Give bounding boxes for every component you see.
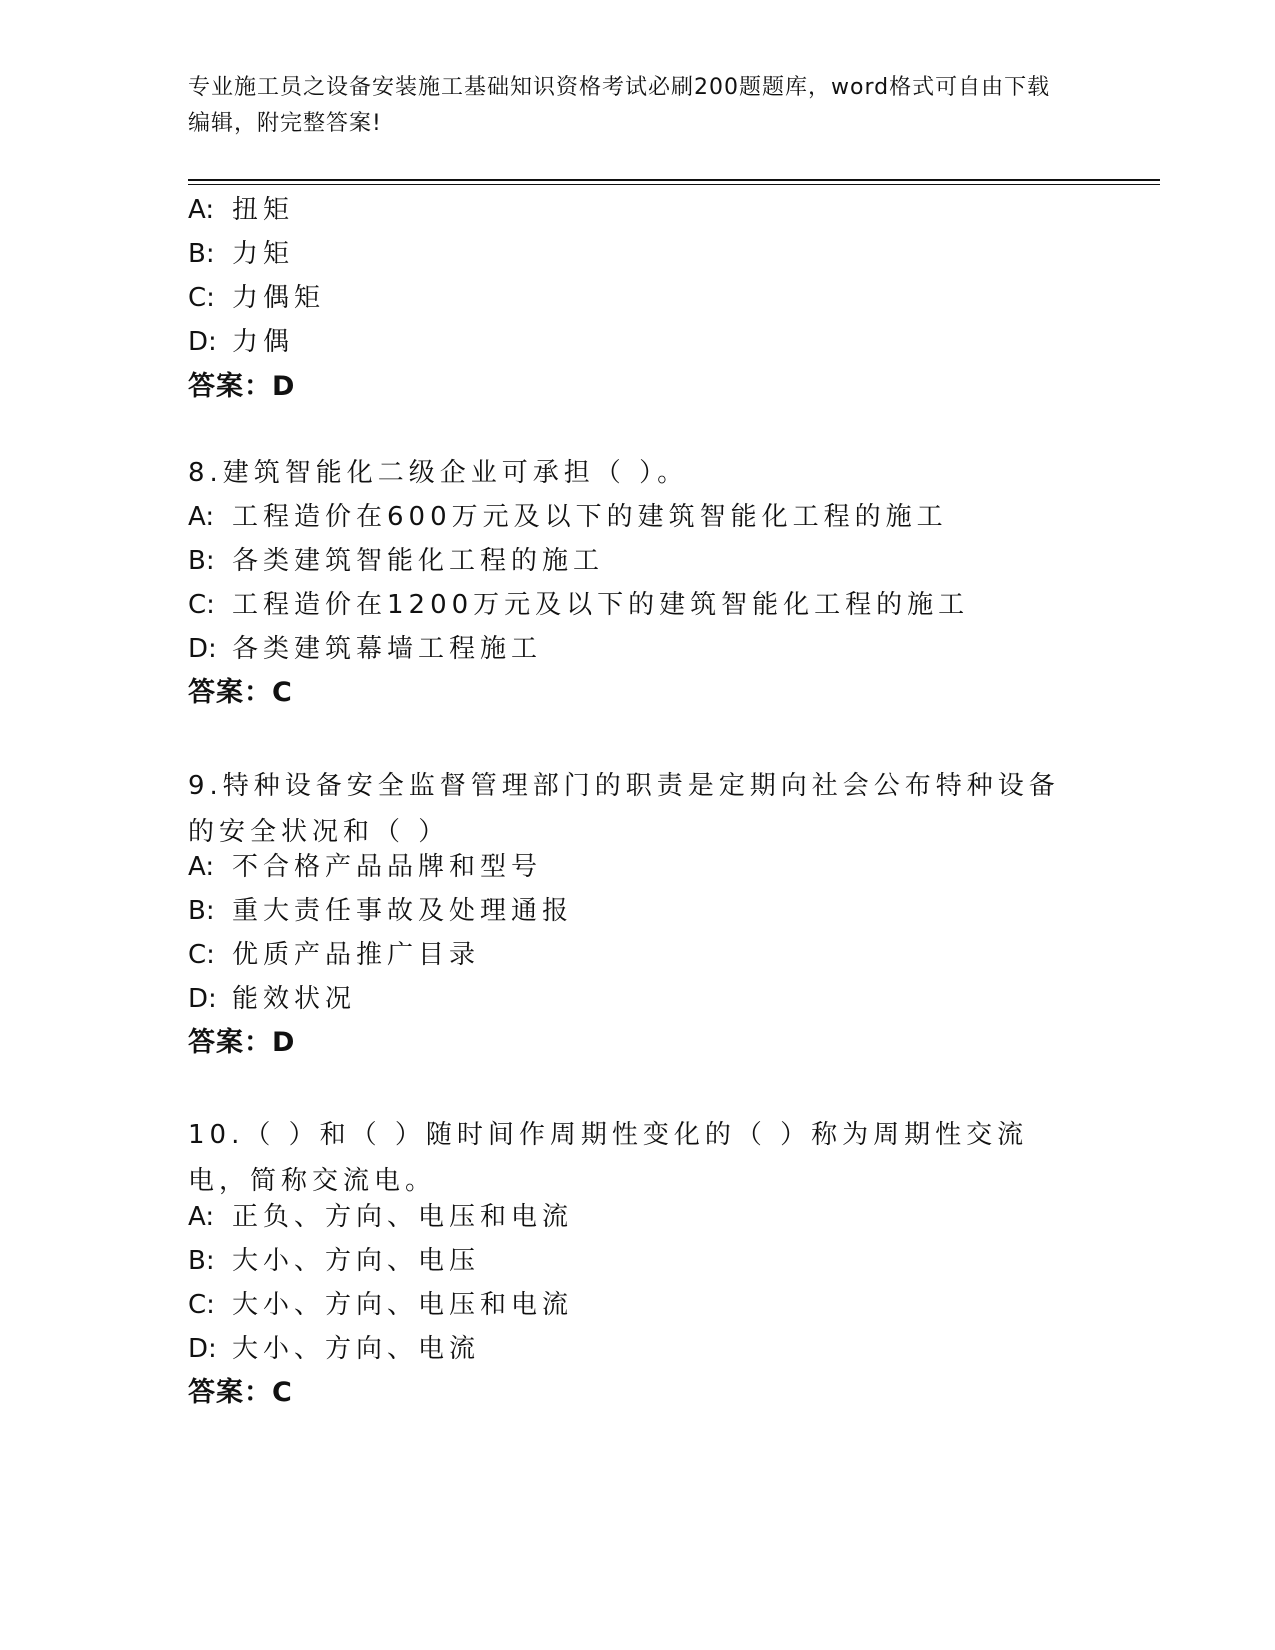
option-letter: C: — [188, 1290, 215, 1320]
option-text: 力矩 — [232, 239, 295, 269]
option-letter: D: — [188, 634, 217, 664]
option-letter: A: — [188, 195, 215, 225]
option-text: 能效状况 — [232, 984, 357, 1014]
option-text: 工程造价在1200万元及以下的建筑智能化工程的施工 — [232, 590, 970, 620]
q10-option-c — [188, 1288, 573, 1322]
q9-option-a — [188, 850, 542, 884]
option-text: 大小、方向、电压 — [232, 1246, 481, 1276]
option-text: 不合格产品品牌和型号 — [232, 852, 543, 882]
q10-option-a — [188, 1200, 573, 1234]
q7-option-b — [188, 237, 294, 271]
option-letter: D: — [188, 1334, 217, 1364]
q9-option-b — [188, 894, 573, 928]
q9-option-d — [188, 982, 356, 1016]
option-letter: C: — [188, 283, 215, 313]
q9-option-c — [188, 938, 480, 972]
option-text: 正负、方向、电压和电流 — [232, 1202, 574, 1232]
q8-option-a — [188, 500, 948, 534]
option-letter: A: — [188, 852, 215, 882]
option-letter: C: — [188, 590, 215, 620]
option-letter: B: — [188, 239, 215, 269]
option-text: 各类建筑智能化工程的施工 — [232, 546, 605, 576]
option-letter: B: — [188, 896, 215, 926]
option-text: 大小、方向、电压和电流 — [232, 1290, 574, 1320]
q9-question: 9.特种设备安全监督管理部门的职责是定期向社会公布特种设备的安全状况和（ ） — [188, 771, 1060, 847]
option-text: 各类建筑幕墙工程施工 — [232, 634, 543, 664]
q8-answer: 答案：C — [188, 677, 293, 708]
q8-option-b — [188, 544, 604, 578]
q8-question: 8.建筑智能化二级企业可承担（ ）。 — [188, 458, 689, 488]
header-divider-secondary — [188, 184, 1160, 185]
option-text: 重大责任事故及处理通报 — [232, 896, 574, 926]
q7-option-c — [188, 281, 325, 315]
q10-answer: 答案：C — [188, 1377, 293, 1408]
option-text: 大小、方向、电流 — [232, 1334, 481, 1364]
q8-option-c — [188, 588, 969, 622]
option-text: 工程造价在600万元及以下的建筑智能化工程的施工 — [232, 502, 948, 532]
q10-option-b — [188, 1244, 480, 1278]
option-letter: C: — [188, 940, 215, 970]
option-text: 力偶 — [232, 327, 295, 357]
q8-option-d — [188, 632, 542, 666]
q7-option-d — [188, 325, 294, 359]
option-text: 扭矩 — [232, 195, 295, 225]
header-divider — [188, 179, 1160, 181]
q7-answer: 答案：D — [188, 371, 296, 402]
option-letter: A: — [188, 1202, 215, 1232]
q10-question: 10.（ ）和（ ）随时间作周期性变化的（ ）称为周期性交流电，简称交流电。 — [188, 1120, 1029, 1196]
option-letter: D: — [188, 984, 217, 1014]
q10-option-d — [188, 1332, 480, 1366]
option-text: 优质产品推广目录 — [232, 940, 481, 970]
q9-answer: 答案：D — [188, 1027, 296, 1058]
document-header: 专业施工员之设备安装施工基础知识资格考试必刷200题题库，word格式可自由下载编辑，附完整答案! — [188, 75, 1051, 136]
option-text: 力偶矩 — [232, 283, 326, 313]
option-letter: D: — [188, 327, 217, 357]
q7-option-a — [188, 193, 294, 227]
option-letter: B: — [188, 546, 215, 576]
option-letter: A: — [188, 502, 215, 532]
option-letter: B: — [188, 1246, 215, 1276]
